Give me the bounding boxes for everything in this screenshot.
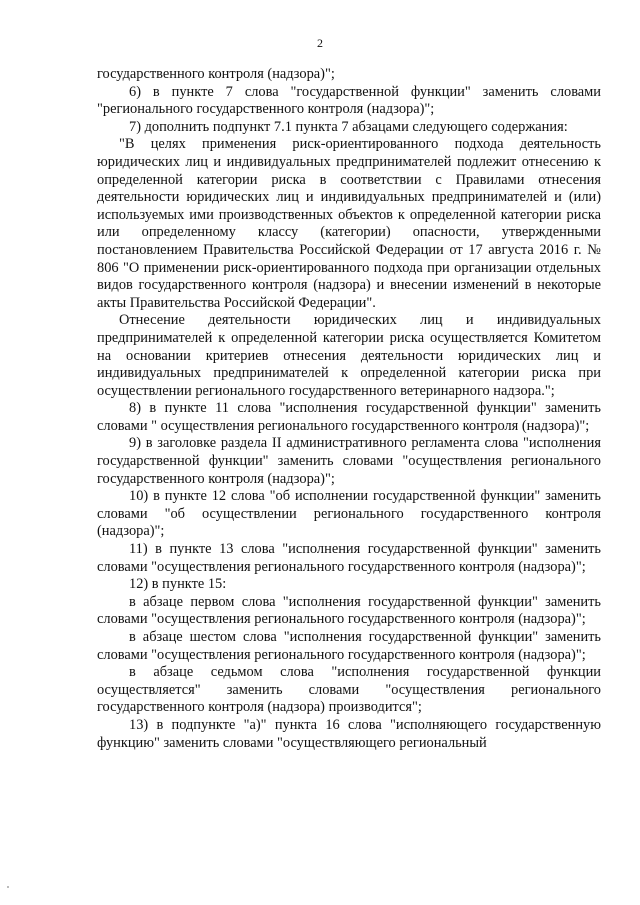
paragraph: 13) в подпункте "а)" пункта 16 слова "исполняющего государственную функцию" заменить словами "осуществляющего региональный bbox=[97, 716, 601, 751]
paragraph: 7) дополнить подпункт 7.1 пункта 7 абзацами следующего содержания: bbox=[129, 118, 568, 135]
paragraph: в абзаце шестом слова "исполнения государственной функции" заменить словами "осуществления регионального государственного контроля (надзора)"; bbox=[97, 629, 601, 663]
paragraph: Отнесение деятельности юридических лиц и индивидуальных предпринимателей к определенной категории риска осуществляется Комитетом на основании критериев отнесения деятельности юридических лиц и индивидуальных предпринимателей к определенной категории риска при осуществлении регионального государственного ветеринарного надзора."; bbox=[97, 312, 601, 399]
page-number: 2 bbox=[317, 36, 323, 50]
paragraph: 12) в пункте 15: bbox=[129, 576, 227, 593]
paragraph: государственного контроля (надзора)"; bbox=[97, 66, 335, 82]
paragraph: 11) в пункте 13 слова "исполнения государственной функции" заменить словами "осуществления регионального государственного контроля (надзора)"; bbox=[97, 541, 601, 575]
paragraph: 8) в пункте 11 слова "исполнения государственной функции" заменить словами " осуществления регионального государственного контроля (надзора)"; bbox=[97, 400, 601, 434]
scan-speck bbox=[7, 886, 9, 888]
paragraph: "В целях применения риск-ориентированного подхода деятельность юридических лиц и индивидуальных предпринимателей подлежит отнесению к определенной категории риска в соответствии с Правилами отнесения деятельности юридических лиц и индивидуальных предпринимателей и (или) используемых ими производственных объектов к определенной категории риска или определенному классу (категории) опасности, утвержденными постановлением Правительства Российской Федерации от 17 августа 2016 г. № 806 "О применении риск-ориентированного подхода при организации отдельных видов государственного контроля (надзора) и внесении изменений в некоторые акты Правительства Российской Федерации". bbox=[97, 136, 601, 311]
document-body bbox=[97, 66, 601, 752]
paragraph: в абзаце первом слова "исполнения государственной функции" заменить словами "осуществления регионального государственного контроля (надзора)"; bbox=[97, 593, 601, 628]
paragraph: 10) в пункте 12 слова "об исполнении государственной функции" заменить словами "об осуществлении регионального государственного контроля (надзора)"; bbox=[97, 488, 601, 540]
paragraph: 9) в заголовке раздела II административного регламента слова "исполнения государственной функции" заменить словами "осуществления регионального государственного контроля (надзора)"; bbox=[97, 435, 601, 487]
paragraph: 6) в пункте 7 слова "государственной функции" заменить словами "регионального государственного контроля (надзора)"; bbox=[97, 83, 601, 118]
paragraph: в абзаце седьмом слова "исполнения государственной функции осуществляется" заменить словами "осуществления регионального государственного контроля (надзора) производится"; bbox=[97, 664, 601, 716]
